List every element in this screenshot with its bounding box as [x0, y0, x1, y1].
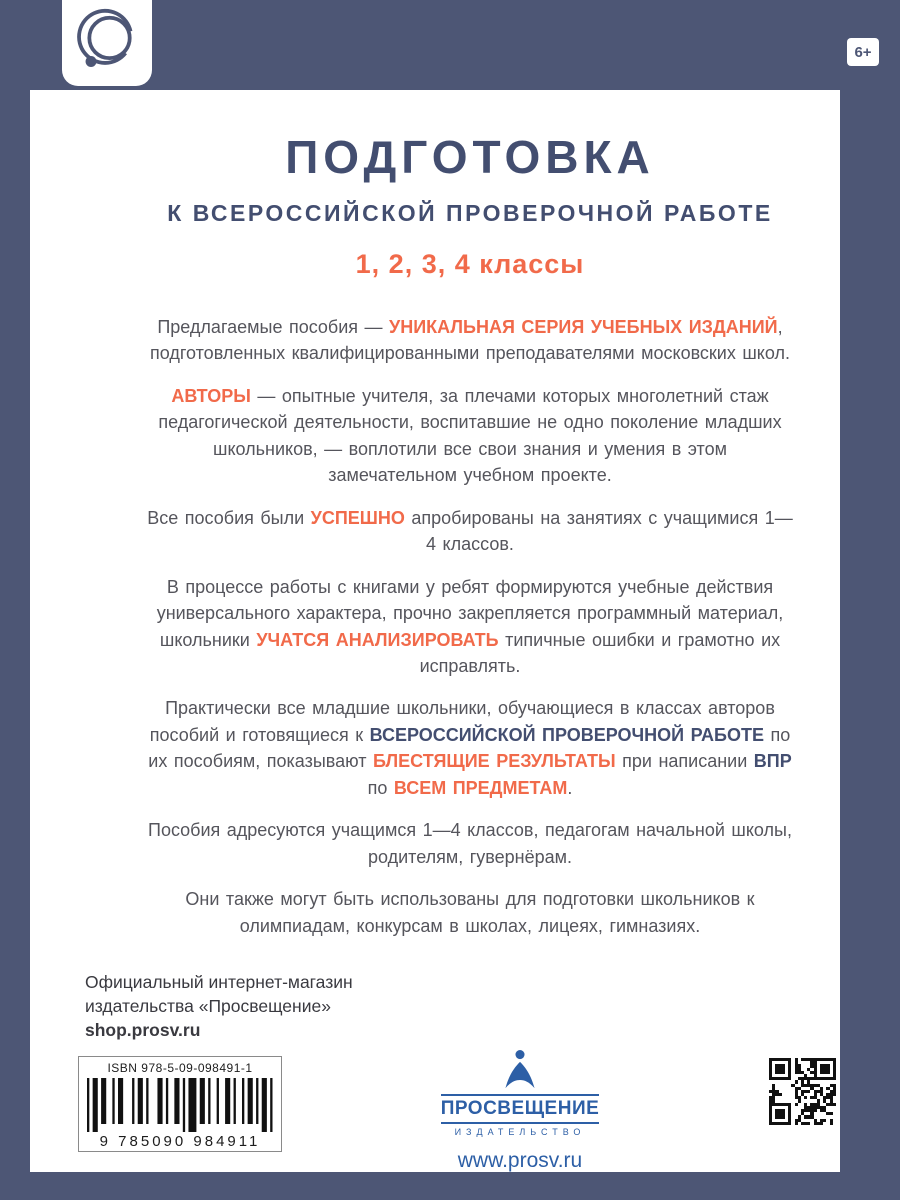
- publisher-emblem-icon: [70, 6, 144, 80]
- paragraph-segment: В процессе работы с книгами у ребят формируются учебные действия универсального характера, прочно закрепляется программный материал, школьники: [156, 576, 784, 650]
- paragraph-segment: Предлагаемые пособия —: [157, 317, 390, 337]
- paragraph-segment: при написании: [615, 751, 754, 772]
- publisher-logo-icon: [500, 1048, 540, 1092]
- paragraph-segment: Все пособия были: [147, 507, 311, 528]
- publisher-logo-patch: [62, 0, 152, 86]
- qr-code: [769, 1058, 836, 1125]
- isbn-text: ISBN 978-5-09-098491-1: [107, 1061, 253, 1075]
- publisher-url: www.prosv.ru: [457, 1149, 583, 1172]
- paragraph-segment: типичные ошибки и грамотно их исправлять.: [419, 629, 781, 676]
- paragraph-segment: по их пособиям, показывают: [148, 724, 791, 772]
- barcode-digits: 9 785090 984911: [99, 1133, 261, 1150]
- body-paragraphs: [105, 314, 835, 939]
- barcode-bars: [87, 1078, 273, 1132]
- paragraph-segment: УНИКАЛЬНАЯ СЕРИЯ УЧЕБНЫХ ИЗДАНИЙ: [389, 317, 778, 337]
- shop-url: shop.prosv.ru: [85, 1020, 201, 1041]
- paragraph-segment: Они также могут быть использованы для подготовки школьников к олимпиадам, конкурсам в школах, лицеях, гимназиях.: [185, 889, 755, 936]
- shop-info: [85, 970, 353, 1042]
- paragraph-segment: ВСЕРОССИЙСКОЙ ПРОВЕРОЧНОЙ РАБОТЕ: [369, 724, 764, 745]
- page-title: ПОДГОТОВКА: [285, 131, 655, 183]
- paragraph-segment: по: [367, 777, 394, 798]
- paragraph-segment: — опытные учителя, за плечами которых многолетний стаж педагогической деятельности, воспитавшие не одно поколение младших школьников, — воплотили все свои знания и умения в этом замечательном учебном проекте.: [158, 385, 782, 486]
- paragraph-segment: апробированы на занятиях с учащимися 1—4 классов.: [404, 507, 793, 555]
- paragraph-segment: ВПР: [753, 751, 792, 772]
- paragraph: [146, 886, 794, 939]
- paragraph: [146, 817, 794, 870]
- main-text-column: [105, 130, 835, 955]
- paragraph: [146, 574, 794, 680]
- paragraph-segment: Практически все младшие школьники, обучающиеся в классах авторов пособий и готовящиеся к: [149, 698, 775, 745]
- grades-line: 1, 2, 3, 4 классы: [355, 249, 585, 279]
- paragraph-segment: .: [567, 777, 573, 798]
- paragraph-segment: Пособия адресуются учащимся 1—4 классов, педагогам начальной школы, родителям, гувернёрам.: [148, 820, 792, 867]
- publisher-name: ПРОСВЕЩЕНИЕ: [441, 1094, 600, 1124]
- shop-line-1: Официальный интернет-магазин: [85, 972, 353, 992]
- paragraph-segment: ВСЕМ ПРЕДМЕТАМ: [393, 777, 568, 798]
- isbn-barcode: [78, 1056, 282, 1152]
- paragraph-segment: , подготовленных квалифицированными преподавателями московских школ.: [149, 317, 791, 364]
- shop-line-2: издательства «Просвещение»: [85, 996, 331, 1017]
- publisher-subtitle: ИЗДАТЕЛЬСТВО: [454, 1127, 586, 1137]
- page-subtitle: К ВСЕРОССИЙСКОЙ ПРОВЕРОЧНОЙ РАБОТЕ: [167, 200, 773, 226]
- paragraph-segment: УСПЕШНО: [310, 507, 405, 528]
- paragraph: [146, 505, 794, 558]
- paragraph-segment: УЧАТСЯ АНАЛИЗИРОВАТЬ: [256, 629, 499, 650]
- paragraph: [146, 695, 794, 801]
- publisher-block: [412, 1048, 628, 1173]
- paragraph: [146, 314, 794, 367]
- age-rating-badge: 6+: [847, 38, 879, 66]
- paragraph-segment: БЛЕСТЯЩИЕ РЕЗУЛЬТАТЫ: [373, 751, 616, 772]
- paragraph-segment: АВТОРЫ: [171, 385, 251, 406]
- paragraph: [146, 383, 794, 489]
